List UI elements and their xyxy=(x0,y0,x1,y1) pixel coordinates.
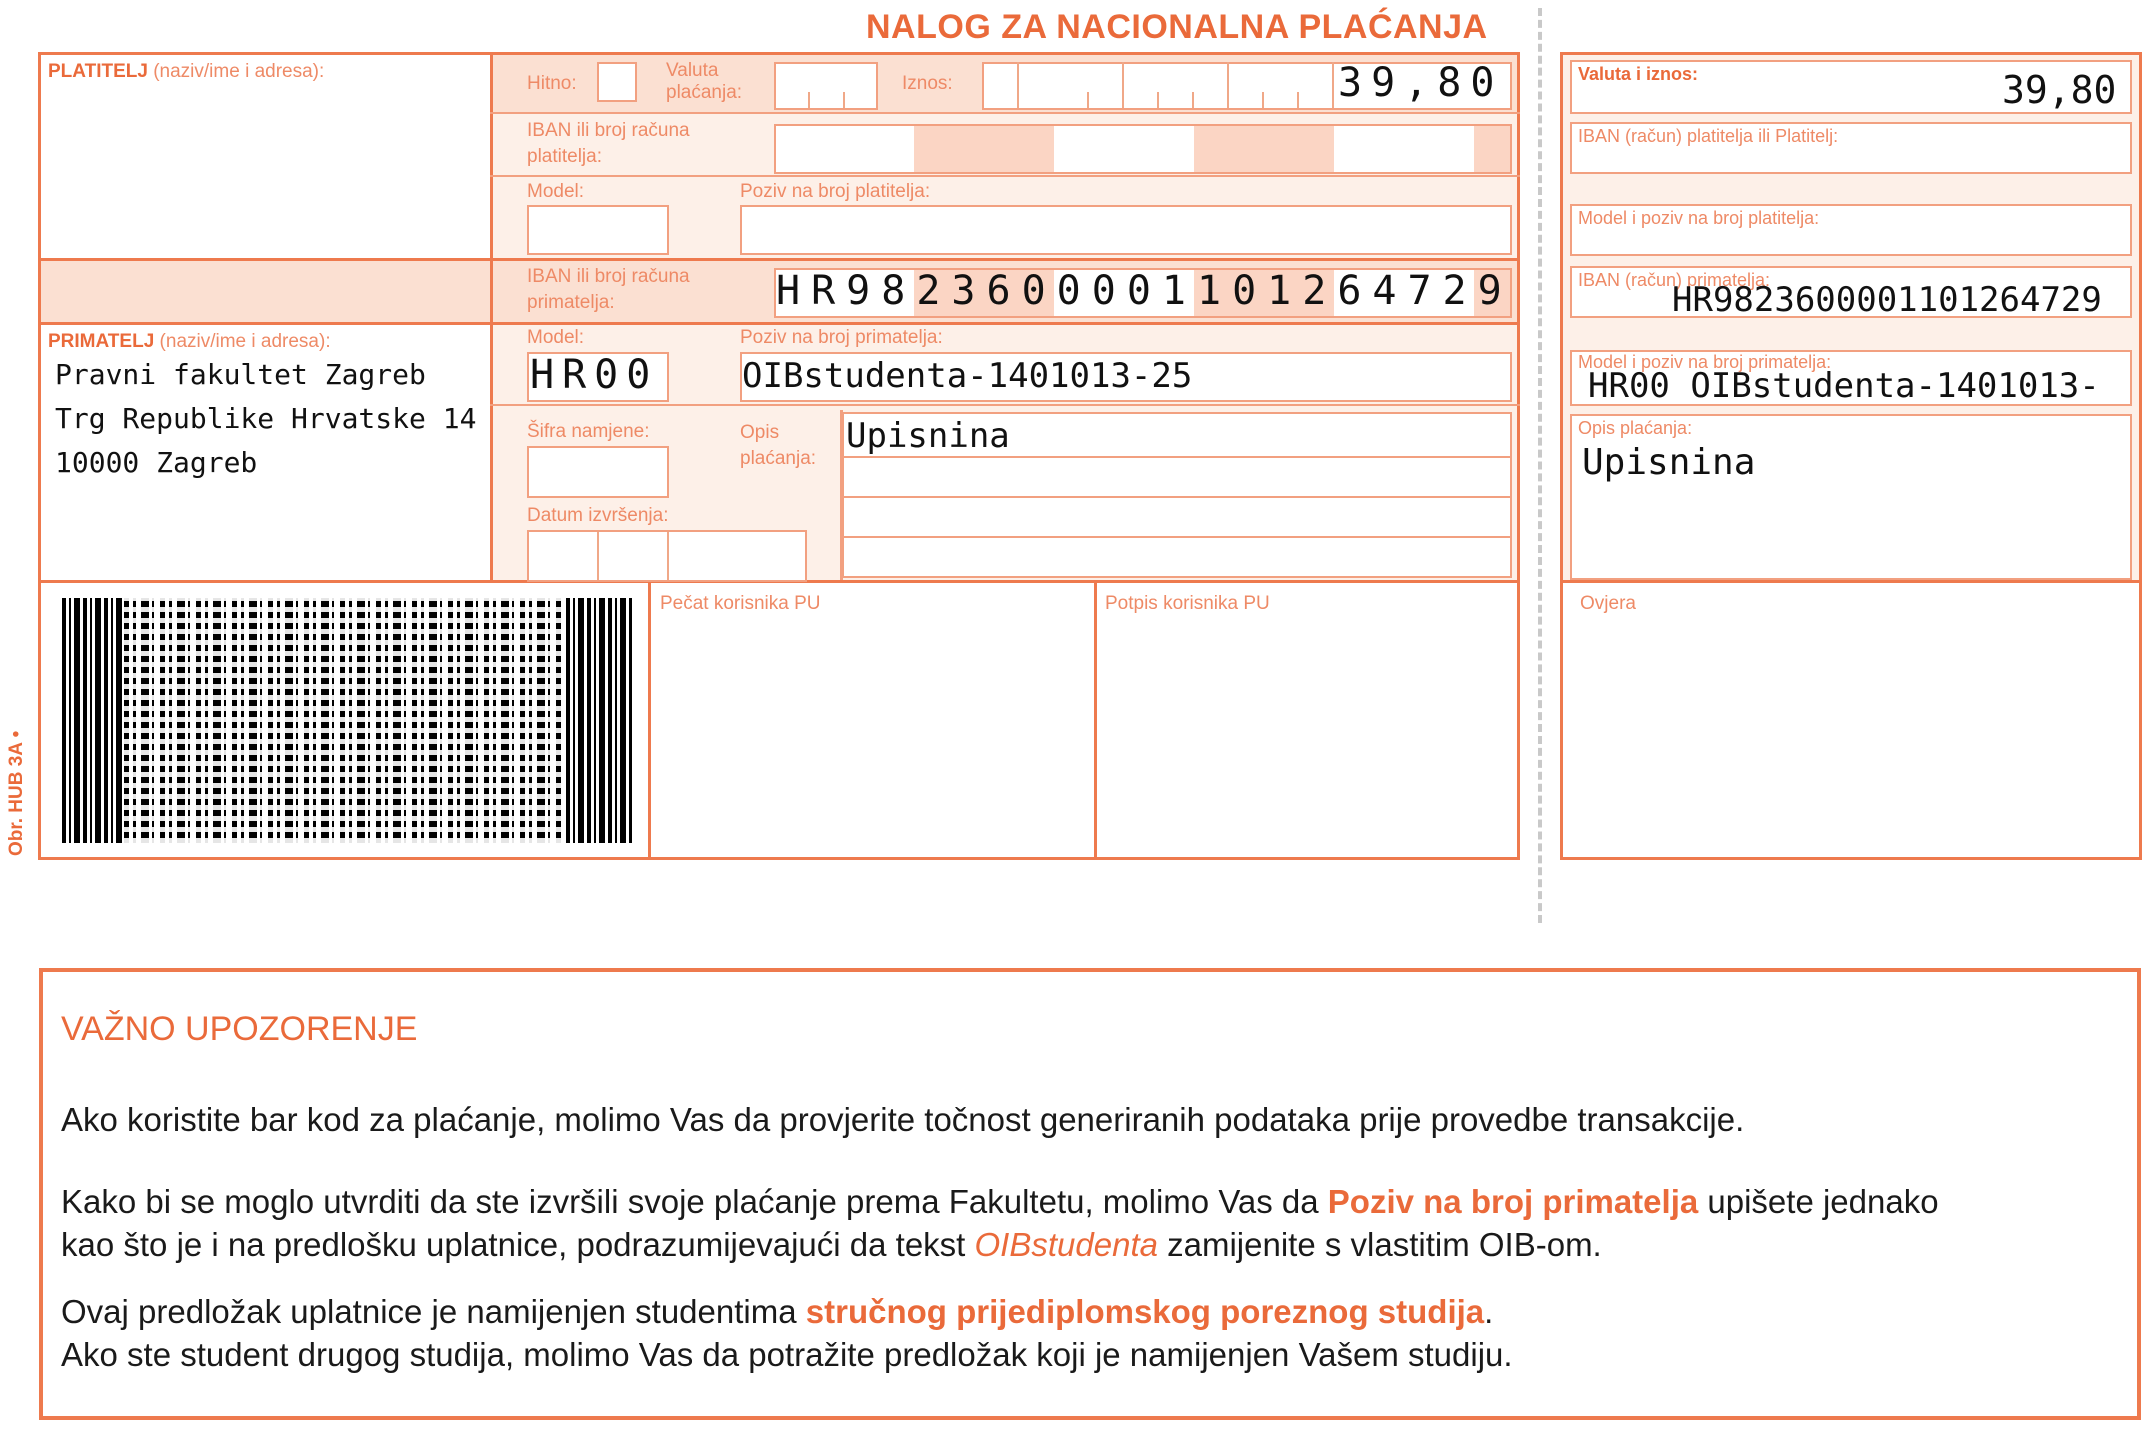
receipt-amount-label: Valuta i iznos: xyxy=(1578,64,1699,84)
highlight-oib: OIBstudenta xyxy=(974,1226,1158,1263)
payer-reference-label: Poziv na broj platitelja: xyxy=(740,181,931,202)
payer-iban-label: IBAN ili broj računa platitelja: xyxy=(527,120,690,167)
signature-label: Potpis korisnika PU xyxy=(1105,593,1270,614)
payee-street: Trg Republike Hrvatske 14 xyxy=(55,402,477,435)
receipt-description-label: Opis plaćanja: xyxy=(1578,418,1693,438)
urgent-label: Hitno: xyxy=(527,73,577,94)
purpose-code-field[interactable] xyxy=(527,446,669,498)
notice-paragraph-2: Kako bi se moglo utvrditi da ste izvršili svoje plaćanje prema Fakultetu, molimo Vas da Poziv na broj primatelja upišete jednako kao što je i na predlošku uplatnice, podrazumijevajući da tekst OIBstudenta zamijenite s vlastitim OIB-om. xyxy=(61,1183,1939,1263)
payee-iban-value: HR9823600001101264729 xyxy=(776,268,1513,314)
currency-field[interactable] xyxy=(774,62,878,110)
payee-name: Pravni fakultet Zagreb xyxy=(55,358,426,391)
stamp-label: Pečat korisnika PU xyxy=(660,593,821,614)
purpose-code-label: Šifra namjene: xyxy=(527,421,650,442)
payee-reference-label: Poziv na broj primatelja: xyxy=(740,327,943,348)
payer-label: PLATITELJ (naziv/ime i adresa): xyxy=(48,61,325,82)
payee-reference-value: OIBstudenta-1401013-25 xyxy=(742,356,1193,396)
highlight-study: stručnog prijediplomskog poreznog studija xyxy=(805,1293,1485,1330)
receipt-payer-iban-label: IBAN (račun) platitelja ili Platitelj: xyxy=(1578,126,1839,146)
payee-model-label: Model: xyxy=(527,327,585,348)
form-title: NALOG ZA NACIONALNA PLAĆANJA xyxy=(866,8,1488,46)
receipt-payee-iban-value: HR9823600001101264729 xyxy=(1672,280,2102,320)
certification-label: Ovjera xyxy=(1580,593,1636,614)
payer-model-label: Model: xyxy=(527,181,585,202)
receipt-payer-reference-label: Model i poziv na broj platitelja: xyxy=(1578,208,1820,228)
payee-label: PRIMATELJ (naziv/ime i adresa): xyxy=(48,331,331,352)
payee-iban-label: IBAN ili broj računa primatelja: xyxy=(527,266,690,313)
payee-model-value: HR00 xyxy=(530,352,659,398)
urgent-checkbox[interactable] xyxy=(597,62,637,102)
form-code-label: Obr. HUB 3A • xyxy=(6,730,27,856)
receipt-payee-reference-line1: HR00 OIBstudenta-1401013- xyxy=(1588,366,2100,406)
receipt-description-value: Upisnina xyxy=(1582,442,1756,483)
payee-city: 10000 Zagreb xyxy=(55,446,258,479)
payer-iban-field[interactable] xyxy=(774,124,1512,174)
highlight-reference: Poziv na broj primatelja xyxy=(1327,1183,1699,1220)
description-label: Opis plaćanja: xyxy=(740,422,817,469)
execution-date-label: Datum izvršenja: xyxy=(527,505,669,526)
notice-title: VAŽNO UPOZORENJE xyxy=(61,1010,418,1048)
amount-value: 39,80 xyxy=(1338,60,1504,106)
payer-model-field[interactable] xyxy=(527,205,669,255)
cut-line xyxy=(1538,8,1542,923)
description-value: Upisnina xyxy=(846,416,1010,456)
notice-paragraph-3: Ovaj predložak uplatnice je namijenjen studentima stručnog prijediplomskog poreznog studija. Ako ste student drugog studija, molimo Vas da potražite predložak koji je namijenjen Vašem studiju. xyxy=(61,1293,1513,1373)
receipt-payee-iban-label: IBAN (račun) primatelja: xyxy=(1578,270,1771,290)
receipt-payee-reference-label: Model i poziv na broj primatelja: xyxy=(1578,352,1832,372)
notice-paragraph-1: Ako koristite bar kod za plaćanje, molimo Vas da provjerite točnost generiranih podataka prije provedbe transakcije. xyxy=(61,1101,1745,1138)
receipt-amount-value: 39,80 xyxy=(2002,68,2117,112)
currency-label: Valuta plaćanja: xyxy=(666,60,743,103)
amount-label: Iznos: xyxy=(902,73,953,94)
pdf417-data xyxy=(124,598,564,843)
payer-reference-field[interactable] xyxy=(740,205,1512,255)
